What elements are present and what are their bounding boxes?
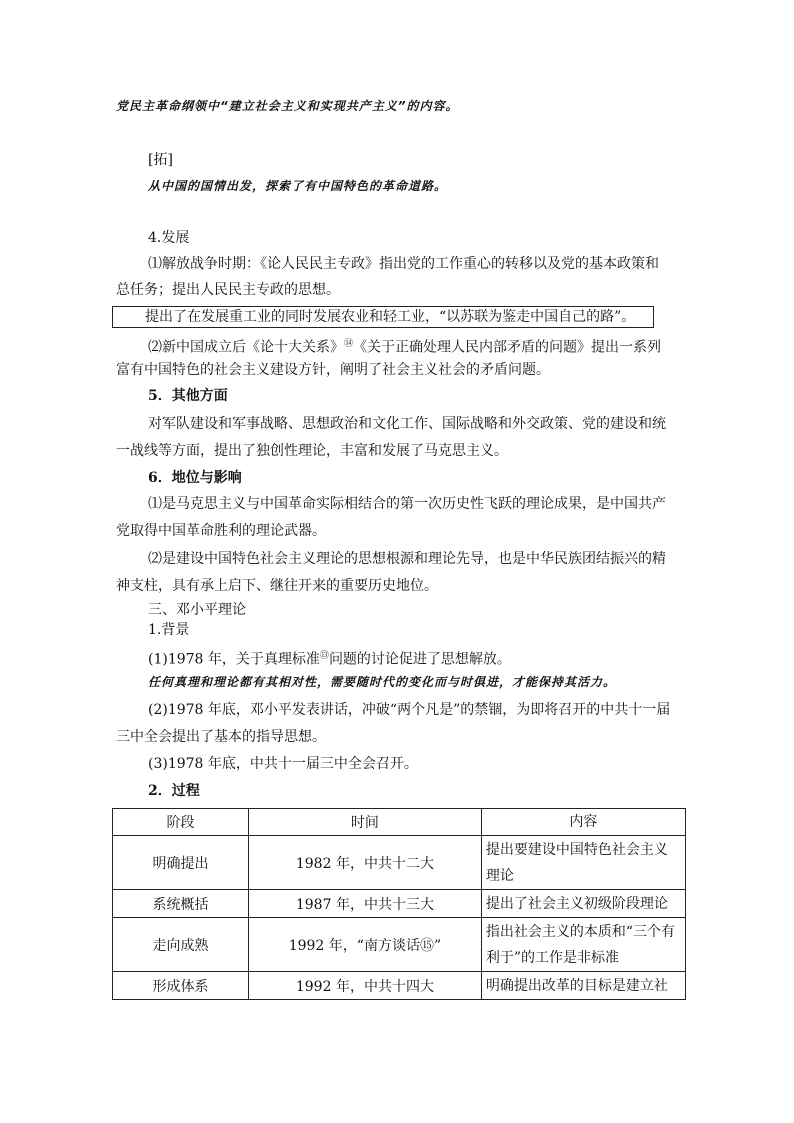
process-table: [112, 808, 686, 1000]
paragraph-line: (2)1978 年底，邓小平发表讲话，冲破“两个凡是”的禁锢，为即将召开的中共十一届: [148, 702, 671, 718]
cell-content: 指出社会主义的本质和“三个有利于”的工作是非标准: [481, 918, 685, 972]
paragraph-segment: ⑵新中国成立后《论十大关系》: [148, 339, 344, 356]
paragraph-segment: 《关于正确处理人民内部矛盾的问题》提出一系列: [353, 339, 662, 356]
cell-content: 明确提出改革的目标是建立社: [481, 972, 685, 1000]
header-stage: 阶段: [113, 809, 249, 836]
paragraph-segment: (1)1978 年，关于真理标准: [148, 651, 320, 668]
table-row: [113, 836, 686, 890]
table-row: [113, 972, 686, 1000]
paragraph-line: 富有中国特色的社会主义建设方针，阐明了社会主义社会的矛盾问题。: [116, 362, 550, 378]
section-heading: 6．地位与影响: [148, 470, 242, 486]
cell-stage: 走向成熟: [113, 918, 249, 972]
paragraph-line: 对军队建设和军事战略、思想政治和文化工作、国际战略和外交政策、党的建设和统: [148, 416, 666, 432]
paragraph-line: [148, 334, 661, 358]
paragraph-segment: 问题的讨论促进了思想解放。: [328, 651, 511, 668]
header-content: 内容: [481, 809, 685, 836]
margin-note: 任何真理和理论都有其相对性，需要随时代的变化而与时俱进，才能保持其活力。: [148, 675, 617, 689]
boxed-note: [112, 306, 654, 328]
paragraph-line: 三中全会提出了基本的指导思想。: [116, 729, 326, 745]
chapter-heading: 三、邓小平理论: [148, 602, 246, 618]
footnote-marker: ⑭: [344, 339, 354, 349]
table-header-row: [113, 809, 686, 836]
footnote-marker: ⑬: [319, 651, 329, 661]
extension-label: [拓]: [148, 152, 173, 168]
header-time: 时间: [248, 809, 481, 836]
paragraph-line: ⑵是建设中国特色社会主义理论的思想根源和理论先导，也是中华民族团结振兴的精: [148, 551, 666, 567]
cell-stage: 形成体系: [113, 972, 249, 1000]
cell-time: 1982 年，中共十二大: [248, 836, 481, 890]
paragraph-line: 党取得中国革命胜利的理论武器。: [116, 523, 326, 539]
subsection-heading: 2．过程: [148, 783, 200, 799]
paragraph-line: 一战线等方面，提出了独创性理论，丰富和发展了马克思主义。: [116, 443, 508, 459]
extension-note: 从中国的国情出发，探索了有中国特色的革命道路。: [148, 179, 448, 193]
table-row: [113, 918, 686, 972]
cell-time: 1992 年，中共十四大: [248, 972, 481, 1000]
cell-time: 1992 年，“南方谈话⑮”: [248, 918, 481, 972]
continued-text: 党民主革命纲领中“建立社会主义和实现共产主义”的内容。: [116, 99, 459, 113]
cell-time: 1987 年，中共十三大: [248, 890, 481, 918]
cell-content: 提出要建设中国特色社会主义理论: [481, 836, 685, 890]
boxed-note-text: 提出了在发展重工业的同时发展农业和轻工业，“以苏联为鉴走中国自己的路”。: [145, 309, 636, 325]
paragraph-line: (3)1978 年底，中共十一届三中全会召开。: [148, 756, 418, 772]
paragraph-line: ⑴解放战争时期：《论人民民主专政》指出党的工作重心的转移以及党的基本政策和: [148, 256, 659, 272]
paragraph-line: 总任务；提出人民民主专政的思想。: [116, 282, 340, 298]
subsection-heading: 1.背景: [148, 622, 190, 638]
paragraph-line: [148, 646, 511, 670]
paragraph-line: ⑴是马克思主义与中国革命实际相结合的第一次历史性飞跃的理论成果，是中国共产: [148, 496, 666, 512]
cell-stage: 明确提出: [113, 836, 249, 890]
section-heading: 4.发展: [148, 230, 190, 246]
section-heading: 5．其他方面: [148, 388, 228, 404]
table-row: [113, 890, 686, 918]
paragraph-line: 神支柱，具有承上启下、继往开来的重要历史地位。: [116, 578, 438, 594]
cell-content: 提出了社会主义初级阶段理论: [481, 890, 685, 918]
cell-stage: 系统概括: [113, 890, 249, 918]
